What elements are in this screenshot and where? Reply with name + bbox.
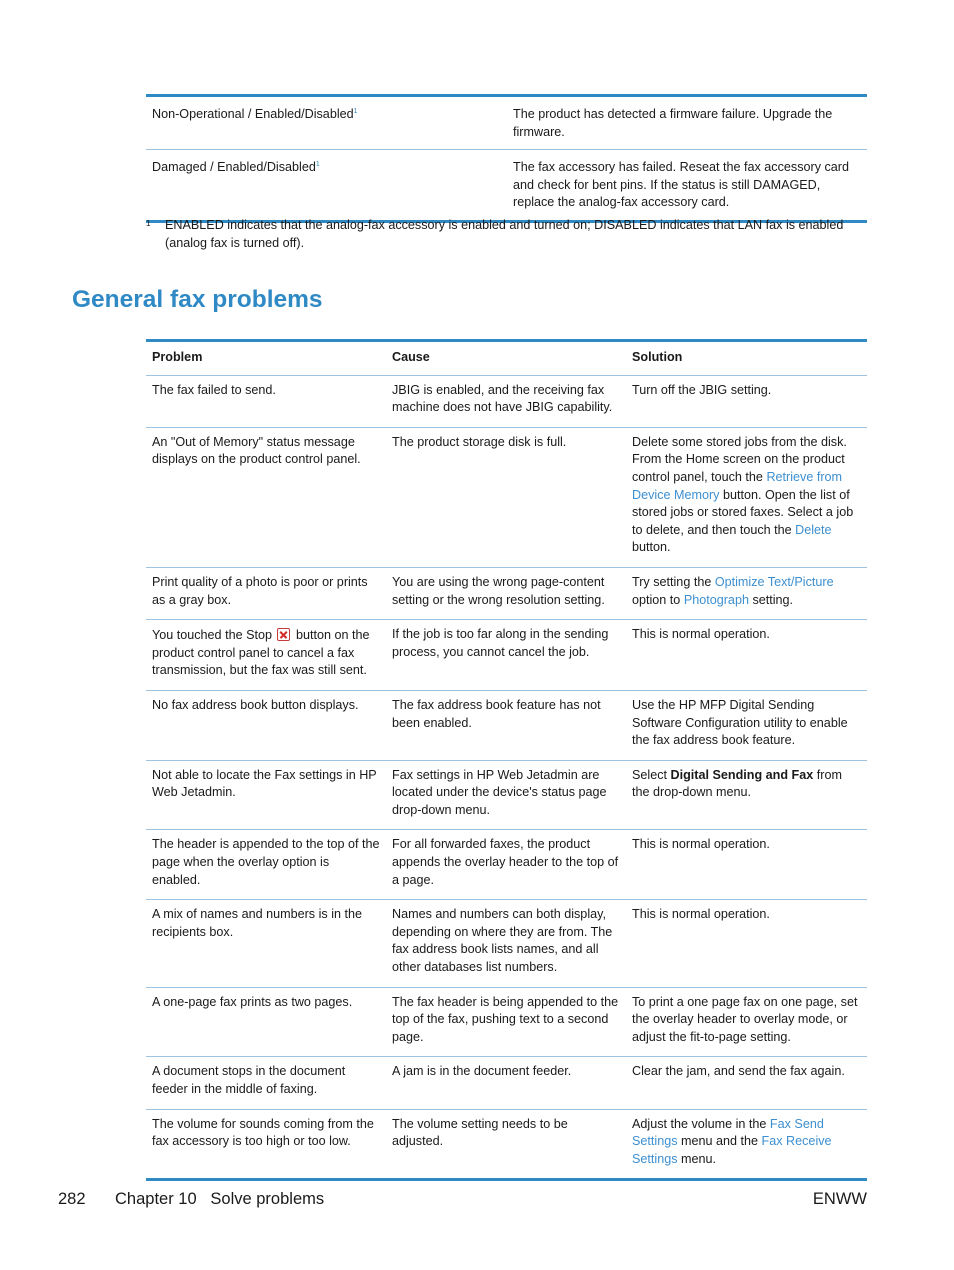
problem-cell: The volume for sounds coming from the fax accessory is too high or too low. [146,1109,386,1180]
solution-text: Try setting the [632,574,715,589]
solution-cell: To print a one page fax on one page, set the overlay header to overlay mode, or adjust the fit-to-page setting. [626,987,867,1057]
solution-cell: Use the HP MFP Digital Sending Software Configuration utility to enable the fax address book feature. [626,690,867,760]
problem-cell: A one-page fax prints as two pages. [146,987,386,1057]
problem-cell [146,620,386,691]
problem-text: button on the product control panel to cancel a fax transmission, but the fax was still sent. [152,628,370,678]
table-row [146,150,867,222]
solution-text: setting. [748,592,794,607]
footnote-ref[interactable]: 1 [315,161,320,168]
problem-cell: Not able to locate the Fax settings in HP Web Jetadmin. [146,760,386,830]
status-description: The fax accessory has failed. Reseat the fax accessory card and check for bent pins. If the status is still DAMAGED, replace the analog-fax accessory card. [507,150,867,222]
solution-text: Select [632,767,671,782]
footer-label: ENWW [812,1190,867,1208]
cause-cell: The volume setting needs to be adjusted. [386,1109,626,1180]
cause-cell: For all forwarded faxes, the product appends the overlay header to the top of a page. [386,830,626,900]
solution-cell [626,427,867,567]
status-description: The product has detected a firmware failure. Upgrade the firmware. [513,107,833,139]
cause-cell: You are using the wrong page-content setting or the wrong resolution setting. [386,567,626,619]
cause-cell: The fax header is being appended to the top of the fax, pushing text to a second page. [386,987,626,1057]
table-row [146,375,867,427]
table-row [146,900,867,987]
table-row [146,1057,867,1109]
footnote-ref[interactable]: 1 [353,107,358,115]
problem-cell: The header is appended to the top of the page when the overlay option is enabled. [146,830,386,900]
status-state: Damaged / Enabled/Disabled [152,160,316,175]
problem-cell: No fax address book button displays. [146,690,386,760]
solution-cell: Clear the jam, and send the fax again. [626,1057,867,1109]
solution-cell [626,567,867,619]
solution-cell: This is normal operation. [626,900,867,987]
solution-text: menu and the [677,1134,762,1149]
cause-cell: Fax settings in HP Web Jetadmin are located under the device's status page drop-down menu. [386,760,626,830]
solution-text: Adjust the volume in the [632,1116,770,1131]
cause-cell: Names and numbers can both display, depending on where they are from. The fax address book lists names, and all other databases list numbers. [386,900,626,987]
footnote [146,217,866,252]
cause-cell: The fax address book feature has not been enabled. [386,690,626,760]
solution-cell: Turn off the JBIG setting. [632,382,772,397]
column-header-cause: Cause [386,341,626,376]
solution-text: button. Open the list of stored jobs or stored faxes. Select a job to delete, and then touch the [632,487,854,537]
delete-button-label: Delete [795,522,832,537]
table-row [146,427,867,567]
chapter-title: Chapter 10 Solve problems [115,1190,325,1208]
problem-text: You touched the Stop [152,628,276,643]
table-row [146,760,867,830]
digital-sending-and-fax-label: Digital Sending and Fax [670,767,814,782]
problem-cell: Print quality of a photo is poor or prints as a gray box. [146,567,386,619]
stop-icon [277,628,290,641]
optimize-text-picture-label: Optimize Text/Picture [714,574,834,589]
photograph-label: Photograph [683,592,749,607]
solution-text: Delete some stored jobs from the disk. From the Home screen on the product control panel, touch the [632,434,847,484]
status-table [146,94,867,223]
cause-cell: A jam is in the document feeder. [386,1057,626,1109]
problem-cell: The fax failed to send. [152,382,276,397]
problem-cell: A mix of names and numbers is in the recipients box. [146,900,386,987]
solution-text: button. [632,540,671,555]
table-row [146,620,867,691]
cause-cell: JBIG is enabled, and the receiving fax machine does not have JBIG capability. [392,382,613,415]
table-row [146,830,867,900]
fax-problems-table [146,339,867,1181]
section-title: General fax problems [72,286,323,313]
footnote-number: 1 [146,219,151,228]
table-header-row [146,341,867,376]
table-row [146,690,867,760]
solution-text: menu. [677,1151,717,1166]
solution-text: from the drop-down menu. [632,767,842,800]
table-row [146,96,867,150]
column-header-problem: Problem [146,341,386,376]
cause-cell: The product storage disk is full. [386,427,626,567]
retrieve-from-device-memory-button-label: Retrieve from Device Memory [632,469,843,502]
solution-cell [626,1109,867,1180]
solution-cell: This is normal operation. [626,620,867,691]
footnote-text: ENABLED indicates that the analog-fax accessory is enabled and turned on; DISABLED indicates that LAN fax is enabled (analog fax is turned off). [165,218,844,250]
table-row [146,1109,867,1180]
fax-send-settings-label: Fax Send Settings [632,1116,824,1149]
solution-cell [626,760,867,830]
problem-cell: A document stops in the document feeder in the middle of faxing. [146,1057,386,1109]
page-number: 282 [58,1190,86,1208]
table-row [146,987,867,1057]
solution-cell: This is normal operation. [626,830,867,900]
cause-cell: If the job is too far along in the sending process, you cannot cancel the job. [386,620,626,691]
status-state: Non-Operational / Enabled/Disabled [152,107,354,121]
solution-text: option to [632,592,684,607]
fax-receive-settings-label: Fax Receive Settings [632,1134,832,1166]
page-footer [58,1188,867,1210]
table-row [146,567,867,619]
problem-cell: An "Out of Memory" status message displays on the product control panel. [146,427,386,567]
column-header-solution: Solution [626,341,867,376]
